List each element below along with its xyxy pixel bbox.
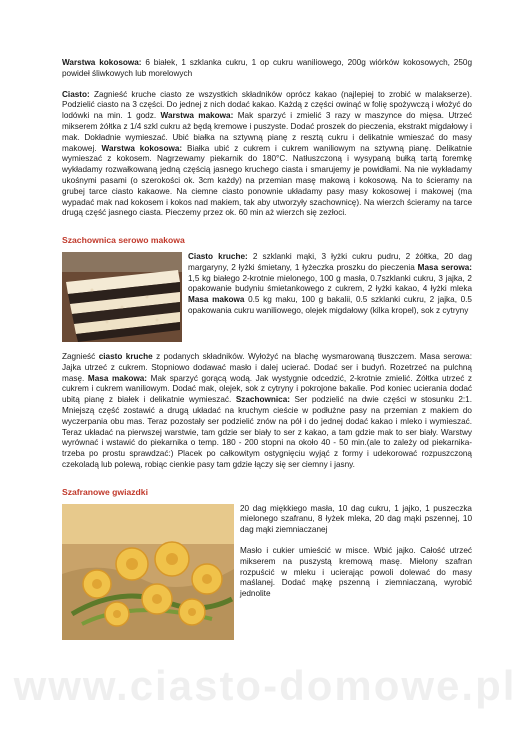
text: Ser podzielić na dwie części w stosunku 2:1. Mniejszą część zostawić a drugą układać na kruchym cieście w podłużne pasy na przemian z makiem do wyczerpania obu mas. Teraz pozostały ser podzielić znów na pół i do jednej dodać kakao i mleko i wymieszać. Teraz układać na pierwszej warstwie, tam gdzie ser biały to ser z kakao, a tam gdzie mak to ser biały. Warstwy wyrównać i wstawić do piekarnika o temp. 180 - 200 stopni na około 40 - 50 min.(ale to zależy od piekarnika- trzeba po prostu sprawdzać:) Placek po całkowitym ostygnięciu wyjąć z formy i udekorować rozpuszczoną czekoladą lub polewą, robiąc cienkie pasy tam gdzie łączy się ser ciemny i jasny. (62, 395, 472, 469)
saffron-cookies-photo (62, 504, 234, 640)
text: Masło i cukier umieścić w misce. Wbić jajko. Całość utrzeć mikserem na puszystą kremową masę. Mielony szafran rozpuścić w mleku i ucierając powoli dolewać do masy maślanej. Dodać mąkę pszenną i ziemniaczaną, wyrobić jednolite (240, 545, 472, 599)
section-title: Szafranowe gwiazdki (62, 486, 148, 497)
label: Warstwa kokosowa: (62, 58, 142, 67)
text: Mak sparzyć gorącą wodą. Jak wystygnie odcedzić, 2-krotnie zmielić. Żółtka utrzeć z cukrem i cukrem waniliowym. Dodać mak, olejek, sok z cytryny i pokrojone bakalie. Pod koniec ucierania dodać ubitą pianę z białek i delikatnie wymieszać. (62, 373, 472, 405)
watermark: www.ciasto-domowe.pl (13, 662, 517, 709)
text: Białka ubić z cukrem i cukrem waniliowym na sztywną pianę. Delikatnie wymieszać z kokosem. Nagrzewamy piekarnik do 180°C. Natłuszczoną i wysypaną bułką tartą foremkę wykładamy rozwałkowaną jedną częścią jasnego kruchego ciasta i smarujemy je powidłami. Na nie wykładamy ukośnymi pasami (o szerokości ok. 3cm każdy) na przemian masę makową i kokosową. Na to ścieramy na grubej tarce ciasto kakaowe. Na ciemne ciasto ponownie układamy pasy masy kokosowej i makowej (ma wypadać mak nad kokosem i kokos nad makiem, tak aby utworzyły szachownicę). Na wierzch ścieramy na tarce drugą część jasnego ciasta. Pieczemy przez ok. 60 min aż wierzch się zezłoci. (62, 143, 473, 218)
dough-instructions (62, 90, 472, 220)
text: Zagnieść (62, 351, 99, 361)
text: 2 szklanki mąki, 3 łyżki cukru pudru, 2 żółtka, 20 dag margaryny, 2 łyżki śmietany, 1 łyżeczka proszku do pieczenia (188, 251, 473, 272)
section-title: Szachownica serowo makowa (62, 235, 185, 246)
label: Masa serowa: (417, 262, 472, 272)
label: Warstwa makowa: (160, 111, 234, 121)
text: 1,5 kg białego 2-krotnie mielonego, 100 g masła, 0.7szklanki cukru, 3 jajka, 2 opakowanie budyniu śmietankowego z cukrem, 2 łyżki kakao, 4 łyżki mleka (188, 273, 472, 294)
label: Warstwa kokosowa: (101, 143, 183, 153)
coconut-layer-ingredients (62, 58, 472, 80)
cheesecake-method (62, 352, 472, 471)
text: Mak sparzyć i zmielić 3 razy w maszynce do mięsa. Utrzeć mikserem żółtka z 1/4 szkl cukru aż będą kremowe i puszyste. Dodać proszek do pieczenia, ekstrakt migdałowy i mak. Dokładnie wymieszać. Ubić białka na sztywną pianę z resztą cukru i delikatnie wmieszać do masy makowej. (62, 111, 472, 153)
label: Ciasto kruche: (188, 251, 248, 261)
text: 20 dag miękkiego masła, 10 dag cukru, 1 jajko, 1 puszeczka mielonego szafranu, 8 łyżek mleka, 20 dag mąki pszennej, 10 dag mąki ziemniaczanej (240, 503, 472, 535)
cheesecake-photo (62, 252, 182, 342)
label: ciasto kruche (98, 351, 153, 361)
text: 0.5 kg maku, 100 g bakalii, 0.5 szklanki cukru, 2 jajka, 0.5 opakowania cukru waniliowego, olejek migdałowy (kilka kropel), sok z cytryny (188, 295, 472, 315)
text: z podanych składników. Wyłożyć na blachę wysmarowaną tłuszczem. Masa serowa: Jajka utrzeć z cukrem. Stopniowo dodawać masło i dalej ucierać. Dodać ser i budyń. Rozetrzeć na pulchną masę. (62, 351, 472, 383)
label: Masa makowa: (87, 373, 148, 383)
recipe-page (62, 58, 472, 644)
label: Masa makowa (188, 295, 245, 305)
label: Szachownica: (235, 395, 290, 405)
text: 6 białek, 1 szklanka cukru, 1 op cukru waniliowego, 200g wiórków kokosowych, 250g powideł śliwkowych lub morelowych (62, 58, 473, 78)
text: Zagnieść kruche ciasto ze wszystkich składników oprócz kakao (najlepiej to zrobić w malakserze). Podzielić ciasto na 3 części. Do jednej z nich dodać kakao. Każdą z części owinąć w folię spożywczą i włożyć do lodówki na min. 1 godz. (62, 89, 472, 121)
label: Ciasto: (62, 89, 90, 99)
